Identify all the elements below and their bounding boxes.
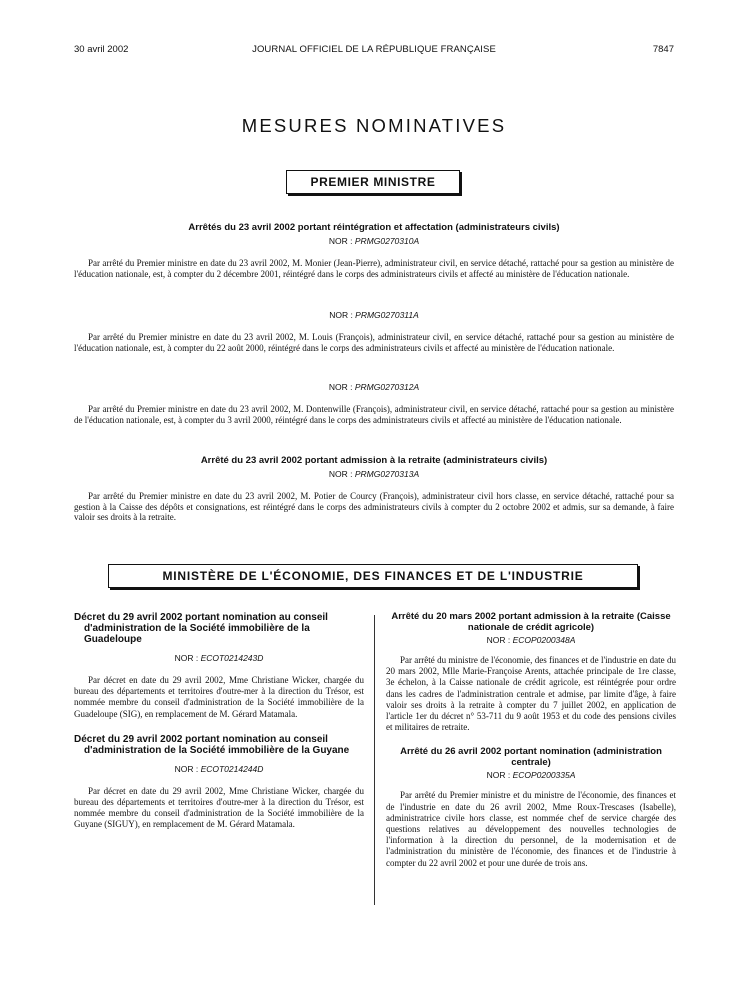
running-header [74, 44, 674, 58]
nor-reference: NOR : ECOT0214243D [174, 653, 264, 663]
nor-code: PRMG0270310A [354, 236, 420, 246]
decree-text: Par décret en date du 29 avril 2002, Mme Christiane Wicker, chargée du bureau des départements et territoires d'outre-mer à la direction du Trésor, est nommée membre du conseil d'administration de la Société immobilière de la Guyane (SIGUY), en remplacement de M. Gérard Matamala. [74, 785, 364, 830]
decree-text: Par arrêté du Premier ministre en date du 23 avril 2002, M. Monier (Jean-Pierre), administrateur civil, en service détaché, rattaché pour sa gestion au ministère de l'éducation nationale, est, à compter du 2 décembre 2001, réintégré dans le corps des administrateurs civils et affecté au ministère de l'éducation nationale. [74, 258, 674, 279]
decree-text: Par arrêté du Premier ministre en date du 23 avril 2002, M. Dontenwille (François), administrateur civil, en service détaché, rattaché pour sa gestion au ministère de l'éducation nationale, est, à compter du 3 avril 2000, réintégré dans le corps des administrateurs civils et affecté au ministère de l'éducation nationale. [74, 404, 674, 425]
decree-text: Par arrêté du Premier ministre en date du 23 avril 2002, M. Louis (François), administrateur civil, en service détaché, rattaché pour sa gestion au ministère de l'éducation nationale, est, à compter du 22 août 2000, réintégré dans le corps des administrateurs civils et affecté au ministère de l'éducation nationale. [74, 332, 674, 353]
nor-reference: NOR : PRMG0270312A [328, 382, 420, 392]
decree-title: Arrêtés du 23 avril 2002 portant réintégration et affectation (administrateurs civils) [188, 222, 560, 233]
section-heading-ministere-economie: MINISTÈRE DE L'ÉCONOMIE, DES FINANCES ET DE L'INDUSTRIE [108, 564, 638, 588]
decree-title: Décret du 29 avril 2002 portant nomination au conseil d'administration de la Société immobilière de la Guyane [74, 733, 350, 756]
nor-reference: NOR : ECOP0200348A [486, 635, 576, 645]
header-page-number: 7847 [652, 44, 674, 55]
decree-title: Arrêté du 23 avril 2002 portant admission à la retraite (administrateurs civils) [200, 455, 548, 466]
nor-reference: NOR : ECOP0200335A [486, 770, 576, 781]
decree-title: Décret du 29 avril 2002 portant nomination au conseil d'administration de la Société immobilière de la Guadeloupe [74, 612, 328, 645]
nor-reference: NOR : PRMG0270313A [328, 469, 420, 479]
nor-reference: NOR : PRMG0270310A [328, 236, 420, 246]
header-date: 30 avril 2002 [74, 44, 129, 55]
nor-code: ECOP0200335A [512, 770, 576, 781]
nor-code: ECOT0214244D [200, 763, 264, 774]
decree-text: Par arrêté du Premier ministre en date du 23 avril 2002, M. Potier de Courcy (François), administrateur civil hors classe, en service détaché, rattaché pour sa gestion à la Caisse des dépôts et consignations, est réintégré dans le corps des administrateurs civils à compter du 2 octobre 2002 et admis, sur sa demande, à faire valoir ses droits à la retraite. [74, 491, 674, 523]
nor-code: ECOP0200348A [512, 635, 576, 645]
decree-title: Arrêté du 20 mars 2002 portant admission à la retraite (Caisse nationale de crédit agricole) [391, 611, 671, 633]
nor-code: PRMG0270312A [354, 382, 420, 392]
column-divider [374, 615, 375, 905]
nor-reference: NOR : ECOT0214244D [174, 763, 264, 774]
decree-text: Par arrêté du ministre de l'économie, des finances et de l'industrie en date du 20 mars 2002, Mlle Marie-Françoise Arents, attachée principale de 1re classe, 3e échelon, à la Caisse nationale de crédit agricole, est réintégrée pour ordre dans les cadres de l'administration centrale et admise, par limite d'âge, à faire valoir ses droits à la retraite à compter du 7 juillet 2002, en application de l'article 1er du décret n° 53-711 du 9 août 1953 et du code des pensions civiles et militaires de retraite. [386, 655, 676, 733]
nor-code: ECOT0214243D [200, 653, 264, 663]
page-title: MESURES NOMINATIVES [241, 115, 507, 136]
section-heading-premier-ministre: PREMIER MINISTRE [286, 170, 460, 194]
header-journal-title: JOURNAL OFFICIEL DE LA RÉPUBLIQUE FRANÇAISE [252, 44, 496, 55]
right-column [386, 612, 676, 869]
decree-title: Arrêté du 26 avril 2002 portant nomination (administration centrale) [400, 746, 662, 768]
nor-code: PRMG0270311A [355, 310, 419, 320]
decree-text: Par décret en date du 29 avril 2002, Mme Christiane Wicker, chargée du bureau des départements et territoires d'outre-mer à la direction du Trésor, est nommée membre du conseil d'administration de la Société immobilière de la Guadeloupe (SIG), en remplacement de M. Gérard Matamala. [74, 675, 364, 719]
nor-reference: NOR : PRMG0270311A [329, 310, 419, 320]
nor-code: PRMG0270313A [354, 469, 420, 479]
decree-text: Par arrêté du Premier ministre et du ministre de l'économie, des finances et de l'industrie en date du 26 avril 2002, Mme Roux-Trescases (Isabelle), administratrice civile hors classe, est nommée chef de service chargée des questions relatives au développement des nouvelles technologies de l'information à la direction du personnel, de la modernisation et de l'administration du ministère de l'économie, des finances et de l'industrie à compter du 22 avril 2002 et pour une durée de trois ans. [386, 790, 676, 868]
left-column [74, 612, 364, 831]
